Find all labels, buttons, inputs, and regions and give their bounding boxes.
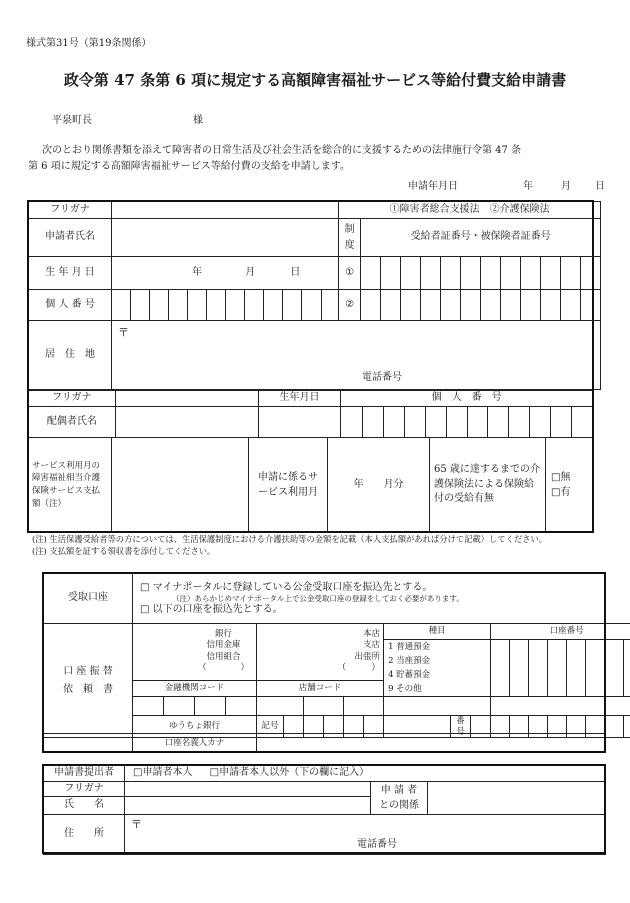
acct-digit[interactable] xyxy=(605,640,624,697)
cert-digit[interactable] xyxy=(521,290,541,321)
personal-digit[interactable] xyxy=(188,290,207,321)
spouse-table xyxy=(28,390,593,438)
submitter-address-input[interactable] xyxy=(125,815,606,855)
cert-digit[interactable] xyxy=(541,290,561,321)
branch-code-label: 店舗コード xyxy=(257,680,384,696)
option-below-account[interactable]: □ 以下の口座を振込先とする。 xyxy=(140,604,283,616)
item-other[interactable]: 9 その他 xyxy=(388,684,422,695)
birth-date-label: 生 年 月 日 xyxy=(29,257,112,290)
cert-digit[interactable] xyxy=(441,257,461,290)
holder-spacer xyxy=(44,734,133,753)
acct-digit[interactable] xyxy=(624,640,630,697)
transfer-label-1: 口 座 振 替 xyxy=(63,665,113,677)
bank-code-digit[interactable] xyxy=(195,697,226,716)
date-month: 月 xyxy=(561,181,571,192)
bank-code-digit[interactable] xyxy=(164,697,195,716)
acct-digit[interactable] xyxy=(491,640,510,697)
bango-digit[interactable] xyxy=(605,716,624,738)
cert-digit[interactable] xyxy=(521,257,541,290)
submitter-name-label: 氏 名 xyxy=(44,797,125,815)
relation-input[interactable] xyxy=(428,782,606,815)
submitter-furigana-input[interactable] xyxy=(125,782,371,797)
cert-digit[interactable] xyxy=(381,257,401,290)
branch-code-digit[interactable] xyxy=(344,697,384,716)
cert-digit[interactable] xyxy=(361,290,381,321)
cert-digit[interactable] xyxy=(441,290,461,321)
bank-type-shinkin: 信用金庫 xyxy=(206,640,241,651)
personal-digit[interactable] xyxy=(150,290,169,321)
cert-digit[interactable] xyxy=(541,257,561,290)
personal-digit[interactable] xyxy=(302,290,322,321)
spouse-digit[interactable] xyxy=(404,407,425,438)
cert-digit[interactable] xyxy=(481,257,501,290)
cert-digit[interactable] xyxy=(581,257,601,290)
spouse-digit[interactable] xyxy=(571,407,592,438)
personal-digit[interactable] xyxy=(169,290,188,321)
cert-digit[interactable] xyxy=(501,257,521,290)
spouse-birth-input[interactable] xyxy=(258,407,341,438)
acct-digit[interactable] xyxy=(529,640,548,697)
cert-digit[interactable] xyxy=(401,290,421,321)
age65-label: 65 歳に達するまでの介護保険法による保険給付の受給有無 xyxy=(430,438,546,533)
applicant-name-label: 申請者氏名 xyxy=(29,219,112,257)
acct-spacer xyxy=(491,697,630,716)
spouse-digit[interactable] xyxy=(363,407,384,438)
note-2: (注) 支払額を証する領収書を添付してください。 xyxy=(32,546,216,556)
applicant-table xyxy=(28,201,601,390)
item-spacer xyxy=(384,697,491,716)
spouse-digit[interactable] xyxy=(488,407,509,438)
birth-date-input[interactable] xyxy=(112,257,339,290)
bank-code-label: 金融機関コード xyxy=(133,680,257,696)
personal-digit[interactable] xyxy=(322,290,339,321)
spouse-digit[interactable] xyxy=(425,407,446,438)
cert-digit[interactable] xyxy=(561,257,581,290)
spouse-digit[interactable] xyxy=(530,407,551,438)
service-table xyxy=(28,437,594,533)
acct-digit[interactable] xyxy=(586,640,605,697)
furigana-input[interactable] xyxy=(112,202,339,219)
date-label: 申請年月日 xyxy=(408,181,458,192)
spouse-digit[interactable] xyxy=(551,407,572,438)
submitter-phone-label: 電話番号 xyxy=(357,839,397,850)
item-savings[interactable]: 4 貯蓄預金 xyxy=(388,670,431,681)
seido-label: 制度 xyxy=(339,219,361,257)
receive-table xyxy=(43,573,606,624)
spouse-digit[interactable] xyxy=(446,407,467,438)
birth-day: 日 xyxy=(290,266,301,278)
spouse-furigana-label: フリガナ xyxy=(29,391,116,407)
cert-number-label: 受給者証番号・被保険者証番号 xyxy=(361,219,601,257)
service-month-label: 申請に係るサービス利用月 xyxy=(249,438,328,533)
receive-options[interactable] xyxy=(133,574,606,624)
sama-label: 様 xyxy=(193,115,203,126)
personal-digit[interactable] xyxy=(283,290,302,321)
option-note: （注）あらかじめマイナポータル上で公金受取口座の登録をしておく必要があります。 xyxy=(172,593,464,603)
account-number-label: 口座番号 xyxy=(491,624,630,640)
cert-digit[interactable] xyxy=(421,290,441,321)
page-title: 政令第 47 条第 6 項に規定する高額障害福祉サービス等給付費支給申請書 xyxy=(63,71,567,89)
acct-digit[interactable] xyxy=(567,640,586,697)
relation-label-2: との関係 xyxy=(379,800,419,811)
bank-table xyxy=(43,623,630,738)
spouse-name-input[interactable] xyxy=(115,407,258,438)
personal-digit[interactable] xyxy=(245,290,264,321)
address-label: 居 住 地 xyxy=(29,321,112,390)
submitter-furigana-label: フリガナ xyxy=(44,782,125,797)
intro-line-2: 第 6 項に規定する高額障害福祉サービス等給付費の支給を申請します。 xyxy=(28,161,350,172)
holder-table xyxy=(43,733,606,753)
personal-digit[interactable] xyxy=(131,290,150,321)
acct-digit[interactable] xyxy=(548,640,567,697)
checkbox-yes[interactable]: □有 xyxy=(551,487,571,498)
service-month-input[interactable]: 年 月分 xyxy=(328,438,430,533)
age65-checkboxes[interactable] xyxy=(546,438,594,533)
date-year: 年 xyxy=(523,181,533,192)
branch-type-office: 出張所 xyxy=(354,651,381,662)
cert-digit[interactable] xyxy=(401,257,421,290)
cert-digit[interactable] xyxy=(461,290,481,321)
cert-digit[interactable] xyxy=(481,290,501,321)
bango-label: 番号 xyxy=(451,716,471,738)
holder-input[interactable] xyxy=(257,734,606,753)
account-type-options[interactable] xyxy=(384,640,491,697)
postal-mark: 〒 xyxy=(118,326,129,339)
checkbox-no[interactable]: □無 xyxy=(551,472,571,483)
note-1: (注) 生活保護受給者等の方については、生活保護制度における介護扶助等の金額を記載（本人支払額があれば分けて記載）してください。 xyxy=(32,534,548,544)
acct-digit[interactable] xyxy=(510,640,529,697)
cert-digit[interactable] xyxy=(361,257,381,290)
system-opt-1: ① xyxy=(339,257,361,290)
kigo-label: 記号 xyxy=(257,716,284,738)
branch-code-digit[interactable] xyxy=(257,697,304,716)
item-label: 種目 xyxy=(384,624,491,640)
option-mynaportal[interactable]: □ マイナポータルに登録している公金受取口座を振込先とする。 xyxy=(140,581,433,593)
bank-paren: （ ） xyxy=(198,663,250,674)
furigana-label: フリガナ xyxy=(29,202,112,219)
bank-name-input[interactable] xyxy=(133,624,257,681)
date-day: 日 xyxy=(595,181,605,192)
personal-digit[interactable] xyxy=(264,290,283,321)
bango-digit[interactable] xyxy=(624,716,630,738)
form-number: 様式第31号（第19条関係） xyxy=(26,38,152,49)
cert-digit[interactable] xyxy=(501,290,521,321)
cert-digit[interactable] xyxy=(421,257,441,290)
branch-paren: （ ） xyxy=(337,663,381,674)
birth-year: 年 xyxy=(192,266,202,278)
spouse-digit[interactable] xyxy=(467,407,488,438)
phone-label: 電話番号 xyxy=(362,372,402,383)
personal-digit[interactable] xyxy=(112,290,131,321)
spouse-digit[interactable] xyxy=(341,407,363,438)
system-options: ①障害者総合支援法 ②介護保険法 xyxy=(339,202,601,219)
personal-digit[interactable] xyxy=(207,290,226,321)
submitter-table xyxy=(43,765,606,855)
branch-name-input[interactable] xyxy=(257,624,384,681)
mayor-label: 平泉町長 xyxy=(52,115,92,126)
branch-code-digit[interactable] xyxy=(304,697,344,716)
relation-label xyxy=(371,782,428,815)
personal-digit[interactable] xyxy=(226,290,245,321)
cert-digit[interactable] xyxy=(561,290,581,321)
spouse-digit[interactable] xyxy=(384,407,405,438)
cert-digit[interactable] xyxy=(581,290,601,321)
cert-digit[interactable] xyxy=(461,257,481,290)
submitter-address-label: 住 所 xyxy=(44,815,125,855)
bank-code-digit[interactable] xyxy=(226,697,257,716)
branch-type-branch: 支店 xyxy=(363,640,381,651)
spouse-birth-label: 生年月日 xyxy=(258,391,341,407)
holder-label: 口座名義人カナ xyxy=(133,734,257,753)
applicant-name-input[interactable] xyxy=(112,219,339,257)
bank-type-shinkumi: 信用組合 xyxy=(206,651,241,662)
service-amount-label: サービス利用月の障害福祉相当介護保険サービス支払額（注） xyxy=(29,438,112,533)
item-checking[interactable]: 2 当座預金 xyxy=(388,656,431,667)
system-opt-2: ② xyxy=(339,290,361,321)
cert-digit[interactable] xyxy=(381,290,401,321)
submitter-label: 申請書提出者 xyxy=(44,766,125,782)
spouse-digit[interactable] xyxy=(509,407,530,438)
bank-type-bank: 銀行 xyxy=(215,629,233,640)
submitter-options[interactable] xyxy=(125,766,606,782)
spouse-furigana-input[interactable] xyxy=(115,391,258,407)
intro-line-1: 次のとおり関係書類を添えて障害者の日常生活及び社会生活を総合的に支援するための法律施行令第 47 条 xyxy=(42,145,522,156)
transfer-label-2: 依 頼 書 xyxy=(63,683,113,695)
submitter-self-checkbox[interactable]: □申請者本人 xyxy=(133,767,193,779)
yucho-label: ゆうちょ銀行 xyxy=(133,716,257,738)
spouse-name-label: 配偶者氏名 xyxy=(29,407,116,438)
branch-type-main: 本店 xyxy=(363,629,381,640)
submitter-postal-mark: 〒 xyxy=(131,818,142,831)
birth-month: 月 xyxy=(245,266,256,278)
personal-number-label: 個 人 番 号 xyxy=(29,290,112,321)
submitter-other-checkbox[interactable]: □申請者本人以外（下の欄に記入） xyxy=(209,767,370,779)
spouse-personal-number-label: 個 人 番 号 xyxy=(341,391,593,407)
address-input[interactable] xyxy=(112,321,601,390)
receive-label: 受取口座 xyxy=(44,574,133,624)
item-ordinary[interactable]: 1 普通預金 xyxy=(388,642,431,652)
submitter-name-input[interactable] xyxy=(125,797,371,815)
service-amount-input[interactable] xyxy=(112,438,249,533)
transfer-request-label xyxy=(44,624,133,738)
relation-label-1: 申 請 者 xyxy=(380,785,418,796)
bank-code-digit[interactable] xyxy=(133,697,164,716)
